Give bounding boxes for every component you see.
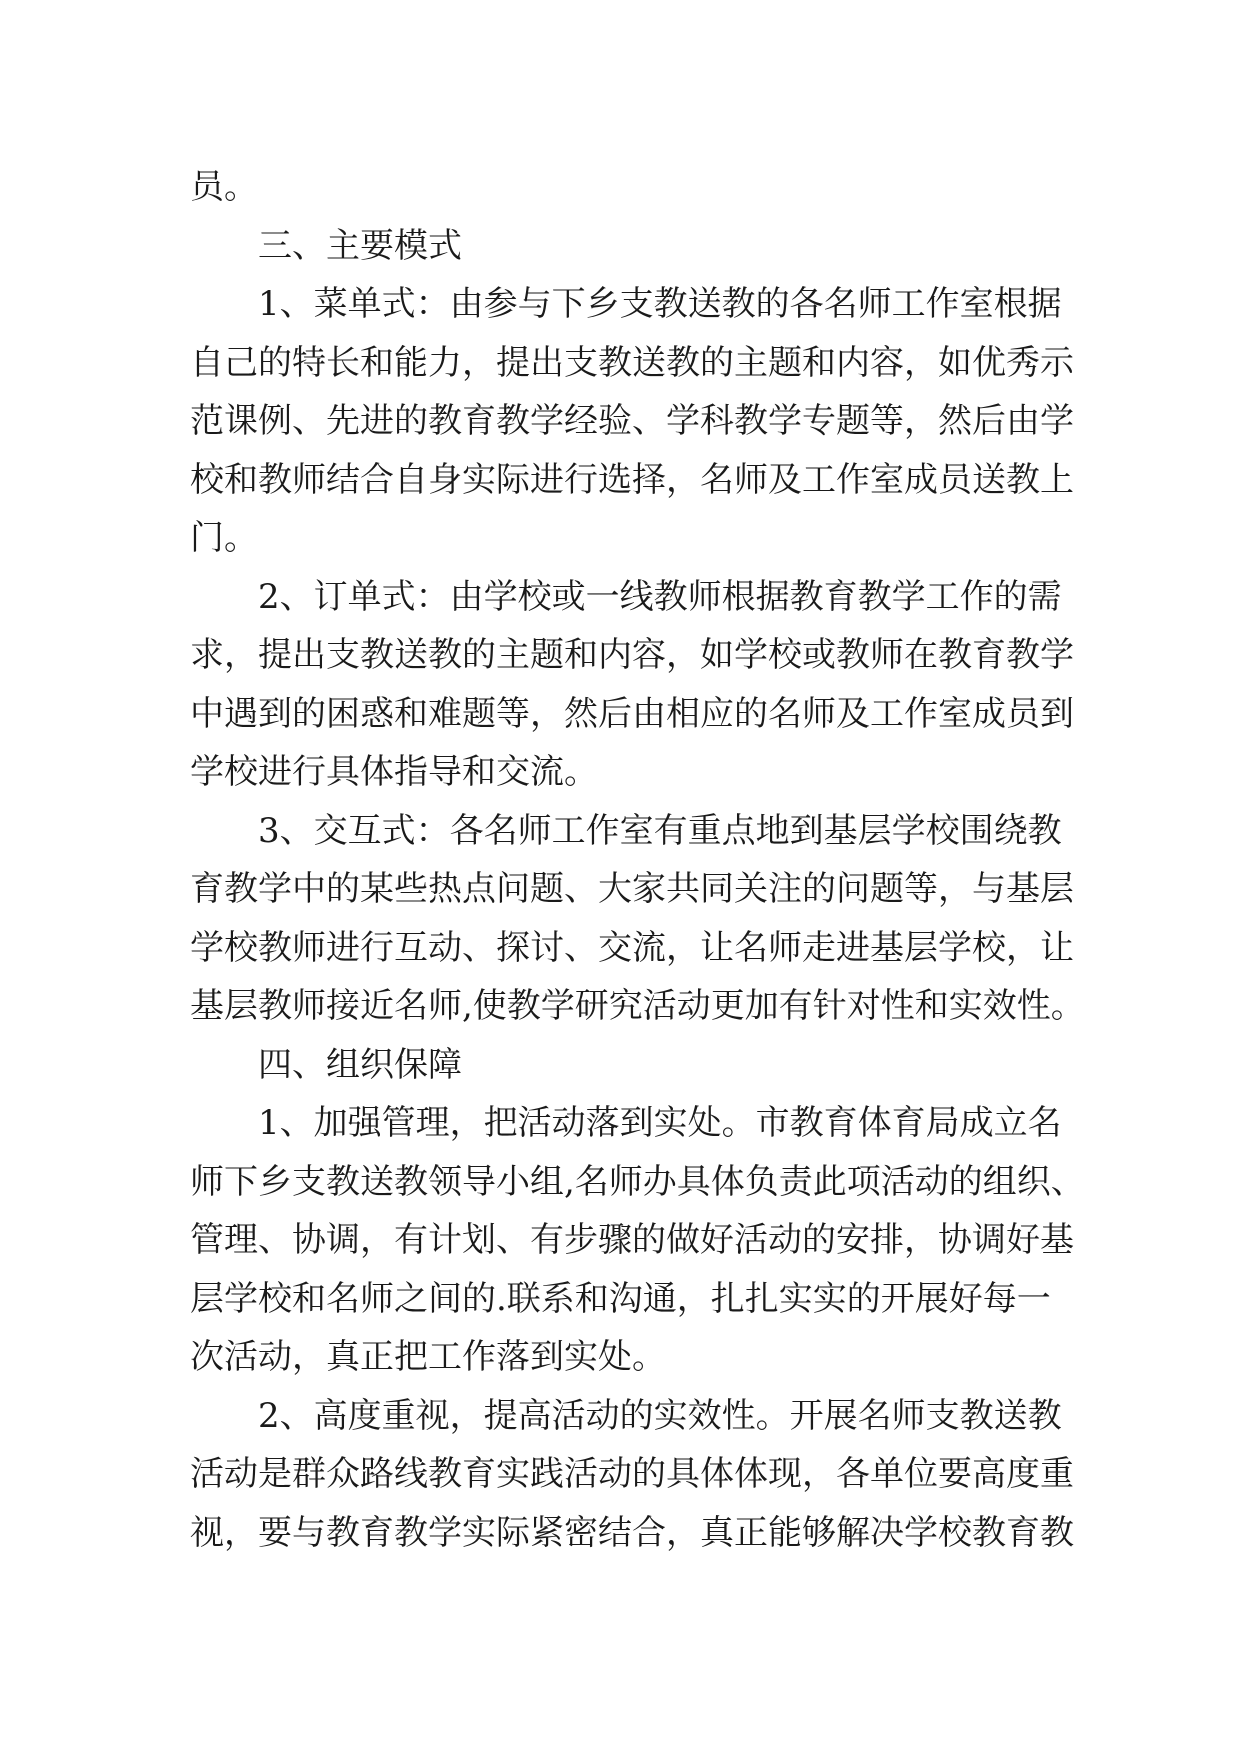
text-line: 学校教师进行互动、探讨、交流，让名师走进基层学校，让: [190, 927, 1074, 968]
text-line: 次活动，真正把工作落到实处。: [190, 1337, 666, 1377]
text-line: 层学校和名师之间的.联系和沟通，扎扎实实的开展好每一: [190, 1278, 1051, 1319]
text-line: 自己的特长和能力，提出支教送教的主题和内容，如优秀示: [190, 342, 1074, 383]
text-line: 范课例、先进的教育教学经验、学科教学专题等，然后由学: [190, 401, 1074, 441]
text-line: 师下乡支教送教领导小组,名师办具体负责此项活动的组织、: [190, 1161, 1085, 1202]
text-line: 管理、协调，有计划、有步骤的做好活动的安排，协调好基: [190, 1220, 1074, 1260]
text-line: 基层教师接近名师,使教学研究活动更加有针对性和实效性。: [190, 986, 1085, 1026]
text-line: 3、交互式：各名师工作室有重点地到基层学校围绕教: [258, 810, 1062, 851]
text-line: 求，提出支教送教的主题和内容，如学校或教师在教育教学: [190, 635, 1074, 675]
text-line: 育教学中的某些热点问题、大家共同关注的问题等，与基层: [190, 869, 1074, 909]
text-line: 1、菜单式：由参与下乡支教送教的各名师工作室根据: [258, 284, 1062, 324]
text-line: 员。: [190, 167, 258, 207]
text-line: 门。: [190, 518, 258, 558]
text-line: 三、主要模式: [258, 225, 462, 266]
text-line: 1、加强管理，把活动落到实处。市教育体育局成立名: [258, 1103, 1062, 1143]
text-line: 2、订单式：由学校或一线教师根据教育教学工作的需: [258, 576, 1062, 617]
text-line: 校和教师结合自身实际进行选择，名师及工作室成员送教上: [190, 459, 1074, 500]
body-text: [190, 158, 1085, 1562]
text-line: 活动是群众路线教育实践活动的具体体现，各单位要高度重: [190, 1454, 1074, 1494]
text-line: 中遇到的困惑和难题等，然后由相应的名师及工作室成员到: [190, 693, 1074, 734]
text-line: 视，要与教育教学实际紧密结合，真正能够解决学校教育教: [190, 1512, 1074, 1553]
text-line: 2、高度重视，提高活动的实效性。开展名师支教送教: [258, 1395, 1062, 1436]
text-line: 四、组织保障: [258, 1044, 462, 1085]
text-line: 学校进行具体指导和交流。: [190, 752, 598, 792]
